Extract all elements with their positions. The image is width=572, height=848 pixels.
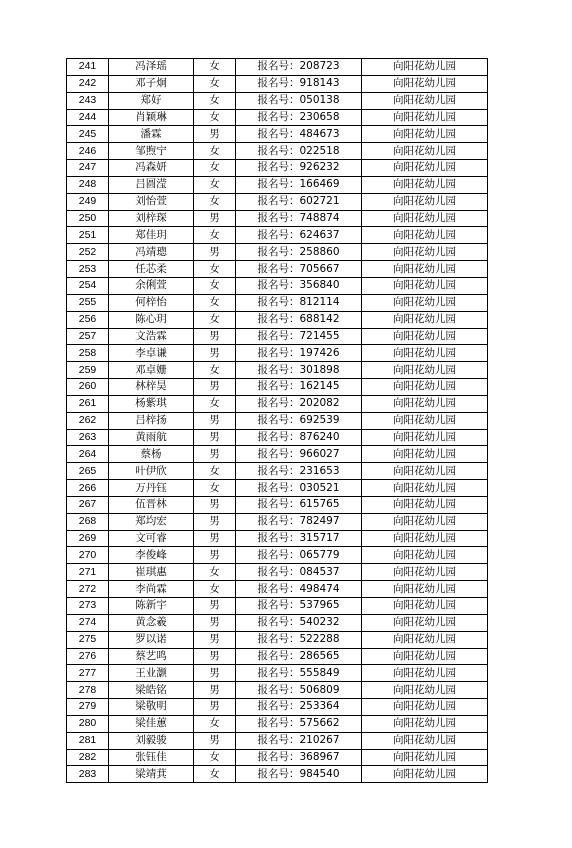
student-name-cell: 蔡杨 [109,446,194,463]
registration-number-cell: 报名号：022518 [236,143,362,160]
table-row [67,749,488,766]
kindergarten-name-cell: 向阳花幼儿园 [362,160,488,177]
gender-cell: 女 [194,227,236,244]
gender-cell: 男 [194,513,236,530]
registration-number-cell: 报名号：721455 [236,328,362,345]
kindergarten-name-cell: 向阳花幼儿园 [362,92,488,109]
table-row [67,581,488,598]
registration-number-cell: 报名号：197426 [236,345,362,362]
document-page [66,58,487,783]
row-number-cell: 251 [67,227,109,244]
row-number-cell: 283 [67,766,109,783]
kindergarten-name-cell: 向阳花幼儿园 [362,193,488,210]
row-number-cell: 260 [67,379,109,396]
registration-number-cell: 报名号：084537 [236,564,362,581]
table-row [67,227,488,244]
registration-number-cell: 报名号：208723 [236,59,362,76]
table-row [67,648,488,665]
table-row [67,210,488,227]
table-row [67,766,488,783]
gender-cell: 男 [194,530,236,547]
table-row [67,547,488,564]
student-name-cell: 郑好 [109,92,194,109]
student-name-cell: 邓卓姗 [109,362,194,379]
row-number-cell: 267 [67,496,109,513]
kindergarten-name-cell: 向阳花幼儿园 [362,362,488,379]
row-number-cell: 246 [67,143,109,160]
student-name-cell: 梁皓铭 [109,682,194,699]
registration-number-cell: 报名号：966027 [236,446,362,463]
registration-number-cell: 报名号：926232 [236,160,362,177]
gender-cell: 女 [194,176,236,193]
table-row [67,109,488,126]
student-name-cell: 叶伊欣 [109,463,194,480]
gender-cell: 男 [194,614,236,631]
kindergarten-name-cell: 向阳花幼儿园 [362,496,488,513]
student-name-cell: 潘霖 [109,126,194,143]
kindergarten-name-cell: 向阳花幼儿园 [362,631,488,648]
student-name-cell: 黄雨航 [109,429,194,446]
kindergarten-name-cell: 向阳花幼儿园 [362,311,488,328]
student-name-cell: 文可睿 [109,530,194,547]
kindergarten-name-cell: 向阳花幼儿园 [362,547,488,564]
registration-number-cell: 报名号：202082 [236,395,362,412]
table-row [67,379,488,396]
student-name-cell: 冯森妍 [109,160,194,177]
gender-cell: 女 [194,143,236,160]
registration-number-cell: 报名号：782497 [236,513,362,530]
kindergarten-name-cell: 向阳花幼儿园 [362,564,488,581]
table-row [67,614,488,631]
student-name-cell: 陈心玥 [109,311,194,328]
kindergarten-name-cell: 向阳花幼儿园 [362,261,488,278]
gender-cell: 男 [194,665,236,682]
registration-number-cell: 报名号：688142 [236,311,362,328]
table-row [67,244,488,261]
table-row [67,682,488,699]
gender-cell: 男 [194,496,236,513]
gender-cell: 女 [194,160,236,177]
table-row [67,176,488,193]
kindergarten-name-cell: 向阳花幼儿园 [362,749,488,766]
kindergarten-name-cell: 向阳花幼儿园 [362,446,488,463]
gender-cell: 女 [194,75,236,92]
kindergarten-name-cell: 向阳花幼儿园 [362,143,488,160]
gender-cell: 男 [194,699,236,716]
registration-number-cell: 报名号：498474 [236,581,362,598]
kindergarten-name-cell: 向阳花幼儿园 [362,682,488,699]
kindergarten-name-cell: 向阳花幼儿园 [362,126,488,143]
registration-number-cell: 报名号：506809 [236,682,362,699]
gender-cell: 男 [194,598,236,615]
registration-number-cell: 报名号：918143 [236,75,362,92]
student-name-cell: 吕梓扬 [109,412,194,429]
table-row [67,160,488,177]
row-number-cell: 248 [67,176,109,193]
student-name-cell: 李尚霖 [109,581,194,598]
row-number-cell: 245 [67,126,109,143]
gender-cell: 男 [194,345,236,362]
gender-cell: 男 [194,244,236,261]
registration-number-cell: 报名号：540232 [236,614,362,631]
gender-cell: 女 [194,277,236,294]
registration-number-cell: 报名号：356840 [236,277,362,294]
gender-cell: 男 [194,648,236,665]
row-number-cell: 271 [67,564,109,581]
table-row [67,311,488,328]
kindergarten-name-cell: 向阳花幼儿园 [362,513,488,530]
row-number-cell: 258 [67,345,109,362]
student-name-cell: 任芯柔 [109,261,194,278]
row-number-cell: 252 [67,244,109,261]
table-row [67,277,488,294]
table-row [67,564,488,581]
row-number-cell: 256 [67,311,109,328]
row-number-cell: 253 [67,261,109,278]
table-row [67,699,488,716]
registration-number-cell: 报名号：615765 [236,496,362,513]
row-number-cell: 270 [67,547,109,564]
student-name-cell: 伍晋林 [109,496,194,513]
row-number-cell: 250 [67,210,109,227]
kindergarten-name-cell: 向阳花幼儿园 [362,227,488,244]
row-number-cell: 282 [67,749,109,766]
kindergarten-name-cell: 向阳花幼儿园 [362,109,488,126]
student-name-cell: 刘梓琛 [109,210,194,227]
row-number-cell: 276 [67,648,109,665]
registration-number-cell: 报名号：624637 [236,227,362,244]
gender-cell: 男 [194,732,236,749]
kindergarten-name-cell: 向阳花幼儿园 [362,379,488,396]
registration-number-cell: 报名号：984540 [236,766,362,783]
kindergarten-name-cell: 向阳花幼儿园 [362,463,488,480]
registration-number-cell: 报名号：522288 [236,631,362,648]
registration-number-cell: 报名号：705667 [236,261,362,278]
student-name-cell: 张钰佳 [109,749,194,766]
gender-cell: 男 [194,429,236,446]
registration-number-cell: 报名号：166469 [236,176,362,193]
table-row [67,513,488,530]
row-number-cell: 263 [67,429,109,446]
row-number-cell: 281 [67,732,109,749]
row-number-cell: 261 [67,395,109,412]
registration-number-cell: 报名号：484673 [236,126,362,143]
student-name-cell: 郑均宏 [109,513,194,530]
gender-cell: 女 [194,294,236,311]
gender-cell: 男 [194,210,236,227]
student-name-cell: 邓子炯 [109,75,194,92]
student-name-cell: 李俊峰 [109,547,194,564]
student-name-cell: 冯泽瑶 [109,59,194,76]
kindergarten-name-cell: 向阳花幼儿园 [362,328,488,345]
student-name-cell: 王业灏 [109,665,194,682]
table-row [67,261,488,278]
row-number-cell: 265 [67,463,109,480]
registration-number-cell: 报名号：315717 [236,530,362,547]
admission-roster-table [66,58,488,783]
student-name-cell: 文浩霖 [109,328,194,345]
row-number-cell: 254 [67,277,109,294]
row-number-cell: 268 [67,513,109,530]
row-number-cell: 262 [67,412,109,429]
kindergarten-name-cell: 向阳花幼儿园 [362,480,488,497]
registration-number-cell: 报名号：286565 [236,648,362,665]
table-row [67,75,488,92]
registration-number-cell: 报名号：030521 [236,480,362,497]
kindergarten-name-cell: 向阳花幼儿园 [362,176,488,193]
student-name-cell: 郑佳玥 [109,227,194,244]
gender-cell: 女 [194,715,236,732]
kindergarten-name-cell: 向阳花幼儿园 [362,598,488,615]
gender-cell: 女 [194,92,236,109]
row-number-cell: 274 [67,614,109,631]
kindergarten-name-cell: 向阳花幼儿园 [362,210,488,227]
kindergarten-name-cell: 向阳花幼儿园 [362,530,488,547]
kindergarten-name-cell: 向阳花幼儿园 [362,766,488,783]
table-row [67,345,488,362]
gender-cell: 男 [194,412,236,429]
table-row [67,732,488,749]
gender-cell: 女 [194,480,236,497]
row-number-cell: 279 [67,699,109,716]
kindergarten-name-cell: 向阳花幼儿园 [362,59,488,76]
kindergarten-name-cell: 向阳花幼儿园 [362,75,488,92]
table-row [67,362,488,379]
kindergarten-name-cell: 向阳花幼儿园 [362,715,488,732]
row-number-cell: 241 [67,59,109,76]
student-name-cell: 梁敬明 [109,699,194,716]
row-number-cell: 259 [67,362,109,379]
student-name-cell: 梁佳蕙 [109,715,194,732]
kindergarten-name-cell: 向阳花幼儿园 [362,665,488,682]
registration-number-cell: 报名号：748874 [236,210,362,227]
gender-cell: 女 [194,581,236,598]
kindergarten-name-cell: 向阳花幼儿园 [362,614,488,631]
table-row [67,143,488,160]
student-name-cell: 何梓怡 [109,294,194,311]
table-row [67,126,488,143]
student-name-cell: 梁靖萁 [109,766,194,783]
row-number-cell: 280 [67,715,109,732]
gender-cell: 女 [194,109,236,126]
registration-number-cell: 报名号：537965 [236,598,362,615]
student-name-cell: 黄念羲 [109,614,194,631]
kindergarten-name-cell: 向阳花幼儿园 [362,277,488,294]
row-number-cell: 242 [67,75,109,92]
gender-cell: 女 [194,564,236,581]
kindergarten-name-cell: 向阳花幼儿园 [362,732,488,749]
registration-number-cell: 报名号：231653 [236,463,362,480]
gender-cell: 女 [194,749,236,766]
gender-cell: 男 [194,328,236,345]
row-number-cell: 264 [67,446,109,463]
student-name-cell: 余俐萱 [109,277,194,294]
registration-number-cell: 报名号：050138 [236,92,362,109]
table-row [67,463,488,480]
gender-cell: 男 [194,682,236,699]
table-row [67,496,488,513]
registration-number-cell: 报名号：162145 [236,379,362,396]
table-row [67,193,488,210]
student-name-cell: 万丹钰 [109,480,194,497]
registration-number-cell: 报名号：230658 [236,109,362,126]
table-row [67,631,488,648]
gender-cell: 女 [194,311,236,328]
student-name-cell: 吕圆滢 [109,176,194,193]
student-name-cell: 肖颖琳 [109,109,194,126]
registration-number-cell: 报名号：812114 [236,294,362,311]
student-name-cell: 刘毅骏 [109,732,194,749]
gender-cell: 女 [194,261,236,278]
kindergarten-name-cell: 向阳花幼儿园 [362,699,488,716]
row-number-cell: 247 [67,160,109,177]
registration-number-cell: 报名号：692539 [236,412,362,429]
row-number-cell: 269 [67,530,109,547]
gender-cell: 男 [194,379,236,396]
row-number-cell: 255 [67,294,109,311]
student-name-cell: 崔琪惠 [109,564,194,581]
row-number-cell: 272 [67,581,109,598]
row-number-cell: 249 [67,193,109,210]
gender-cell: 男 [194,126,236,143]
table-row [67,715,488,732]
row-number-cell: 275 [67,631,109,648]
gender-cell: 女 [194,766,236,783]
registration-number-cell: 报名号：575662 [236,715,362,732]
row-number-cell: 266 [67,480,109,497]
table-row [67,294,488,311]
registration-number-cell: 报名号：555849 [236,665,362,682]
registration-number-cell: 报名号：876240 [236,429,362,446]
registration-number-cell: 报名号：065779 [236,547,362,564]
student-name-cell: 冯靖璁 [109,244,194,261]
gender-cell: 女 [194,59,236,76]
table-row [67,665,488,682]
table-row [67,598,488,615]
kindergarten-name-cell: 向阳花幼儿园 [362,244,488,261]
kindergarten-name-cell: 向阳花幼儿园 [362,345,488,362]
table-row [67,412,488,429]
student-name-cell: 李卓谦 [109,345,194,362]
row-number-cell: 278 [67,682,109,699]
gender-cell: 女 [194,463,236,480]
kindergarten-name-cell: 向阳花幼儿园 [362,581,488,598]
gender-cell: 女 [194,193,236,210]
table-row [67,480,488,497]
kindergarten-name-cell: 向阳花幼儿园 [362,412,488,429]
table-row [67,429,488,446]
gender-cell: 女 [194,395,236,412]
student-name-cell: 刘怡萱 [109,193,194,210]
kindergarten-name-cell: 向阳花幼儿园 [362,429,488,446]
registration-number-cell: 报名号：210267 [236,732,362,749]
gender-cell: 女 [194,362,236,379]
gender-cell: 男 [194,547,236,564]
row-number-cell: 243 [67,92,109,109]
row-number-cell: 273 [67,598,109,615]
student-name-cell: 陈新宇 [109,598,194,615]
table-row [67,446,488,463]
table-row [67,530,488,547]
kindergarten-name-cell: 向阳花幼儿园 [362,294,488,311]
roster-body [67,59,488,783]
registration-number-cell: 报名号：602721 [236,193,362,210]
student-name-cell: 邹煦宁 [109,143,194,160]
student-name-cell: 林梓昊 [109,379,194,396]
kindergarten-name-cell: 向阳花幼儿园 [362,648,488,665]
table-row [67,92,488,109]
row-number-cell: 257 [67,328,109,345]
table-row [67,328,488,345]
gender-cell: 男 [194,446,236,463]
registration-number-cell: 报名号：253364 [236,699,362,716]
table-row [67,395,488,412]
kindergarten-name-cell: 向阳花幼儿园 [362,395,488,412]
student-name-cell: 罗以诺 [109,631,194,648]
student-name-cell: 蔡艺鸣 [109,648,194,665]
gender-cell: 男 [194,631,236,648]
registration-number-cell: 报名号：301898 [236,362,362,379]
row-number-cell: 277 [67,665,109,682]
table-row [67,59,488,76]
registration-number-cell: 报名号：258860 [236,244,362,261]
registration-number-cell: 报名号：368967 [236,749,362,766]
row-number-cell: 244 [67,109,109,126]
student-name-cell: 杨紫琪 [109,395,194,412]
